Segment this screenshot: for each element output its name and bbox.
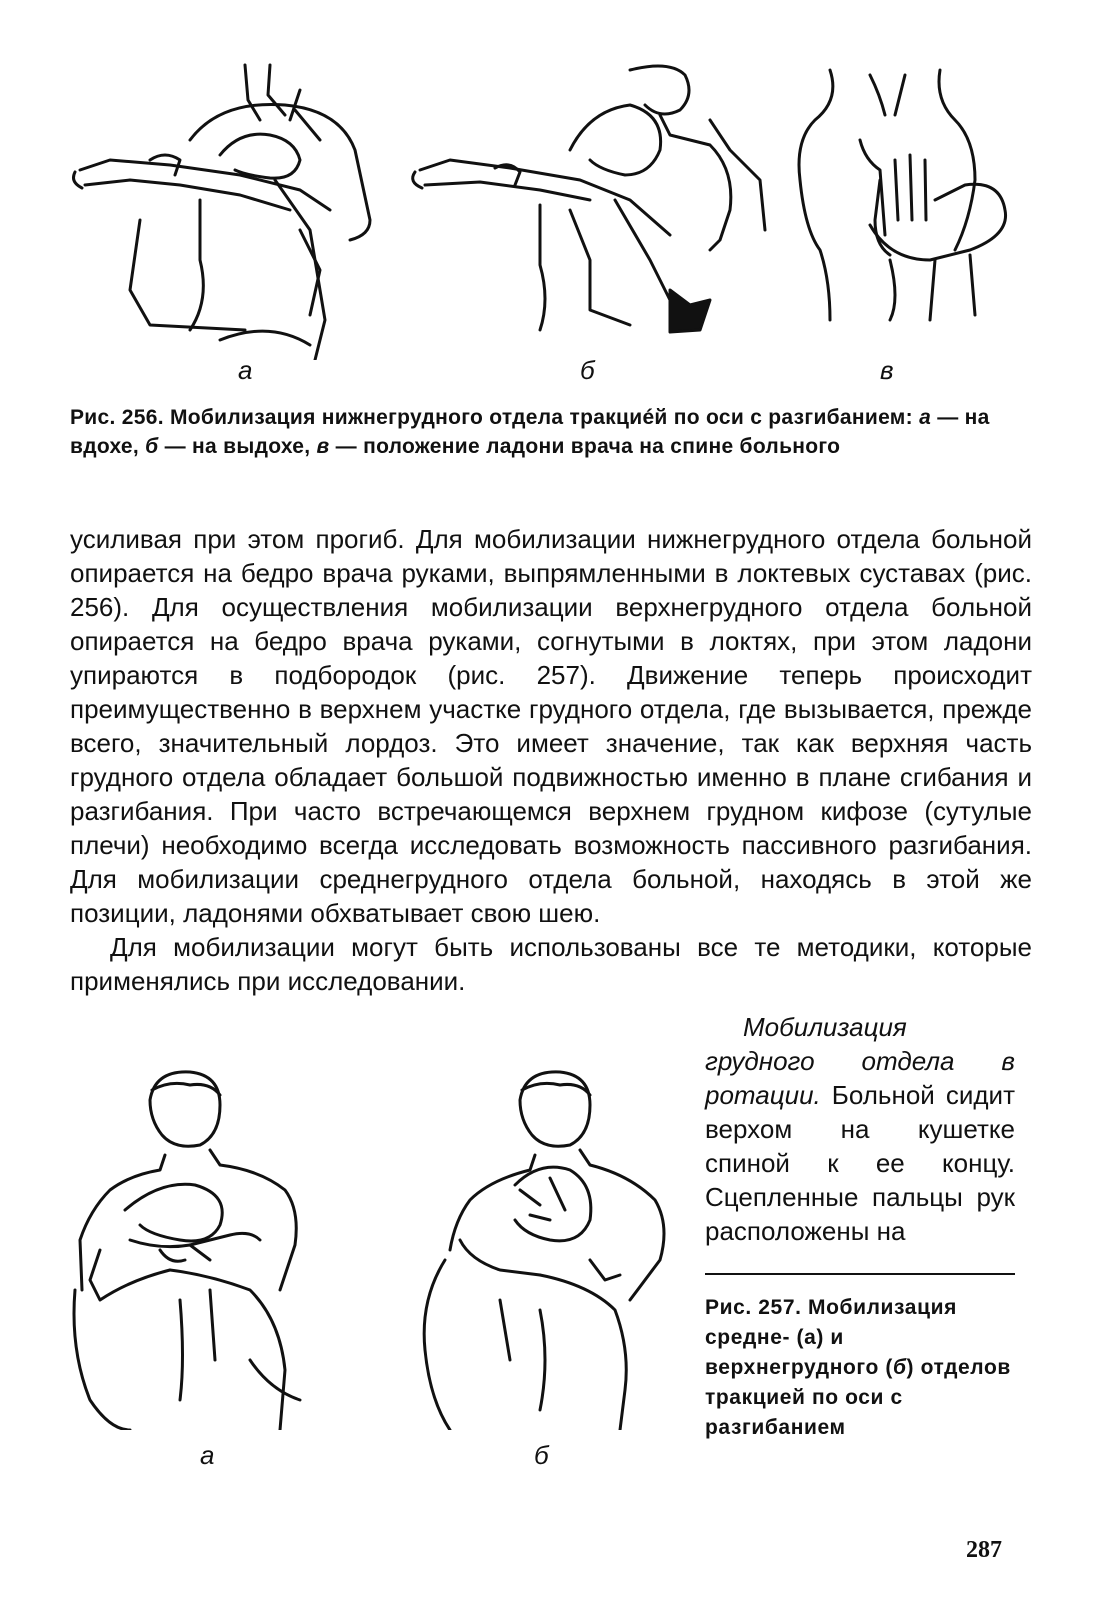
panel-b-drawing <box>424 1072 664 1430</box>
figure-256-caption <box>70 403 1035 461</box>
side-heading: Мобилизация грудного отдела в ротации. <box>705 1012 1015 1110</box>
figure-256-illustration <box>70 60 1030 360</box>
figure-257-label-a: а <box>200 1440 215 1470</box>
caption-text: Мобилизация средне- (а) и верхнегрудного ( <box>705 1296 957 1379</box>
figure-256-label-b: б <box>580 355 595 385</box>
panel-a-drawing <box>74 1072 300 1430</box>
caption-letter-b: б <box>892 1356 907 1379</box>
figure-256-number: Рис. 256. <box>70 406 164 429</box>
caption-text: — на вдохе, <box>70 406 990 458</box>
caption-text: ) отделов тракцией по оси с разгибанием <box>705 1356 1011 1439</box>
caption-letter-b: б <box>145 435 159 458</box>
panel-c-drawing <box>799 70 1006 320</box>
caption-letter-a: а <box>919 406 932 429</box>
caption-text: — на выдохе, <box>158 435 317 458</box>
caption-letter-c: в <box>316 435 330 458</box>
page-number: 287 <box>966 1537 1002 1563</box>
caption-divider <box>705 1273 1015 1275</box>
caption-text: — положение ладони врача на спине больного <box>329 435 841 458</box>
figure-256-label-a: а <box>238 355 253 385</box>
figure-256-drawing <box>70 60 1030 360</box>
panel-b-drawing <box>413 66 765 332</box>
figure-257-illustration <box>70 1060 680 1430</box>
figure-256-label-c: в <box>880 355 894 385</box>
side-body: Больной сидит верхом на кушетке спиной к ее концу. Сцепленные пальцы рук расположены на <box>705 1080 1015 1246</box>
body-paragraph-1: усиливая при этом прогиб. Для мобилизации нижнегрудного отдела больной опирается на бедро врача руками, выпрямленными в локтевых суставах (рис. 256). Для осуществления мобилизации верхнегрудного отдела больной опирается на бедро врача руками, согнутыми в локтях, при этом ладони упираются в подбородок (рис. 257). Движение теперь происходит преимущественно в верхнем участке грудного отдела, где вызывается, прежде всего, значительный лордоз. Это имеет значение, так как верхняя часть грудного отдела обладает большой подвижностью именно в плане сгибания и разгибания. При часто встречающемся верхнем грудном кифозе (сутулые плечи) необходимо всегда исследовать возможность пассивного разгибания. Для мобилизации среднегрудного отдела больной, находясь в этой же позиции, ладонями обхватывает свою шею. <box>70 524 1032 928</box>
caption-text: Мобилизация нижнегрудного отдела тракциéй по оси с разгибанием: <box>163 406 920 429</box>
side-paragraph <box>705 1010 1015 1248</box>
body-paragraph-2: Для мобилизации могут быть использованы все те методики, которые применялись при исследовании. <box>70 932 1032 996</box>
figure-257-caption <box>705 1293 1015 1443</box>
figure-257-number: Рис. 257. <box>705 1296 802 1319</box>
side-column-text <box>705 1010 1015 1248</box>
figure-257-label-b: б <box>534 1440 549 1470</box>
figure-257-drawing <box>70 1060 680 1430</box>
body-text <box>70 522 1032 998</box>
panel-a-drawing <box>74 65 370 360</box>
